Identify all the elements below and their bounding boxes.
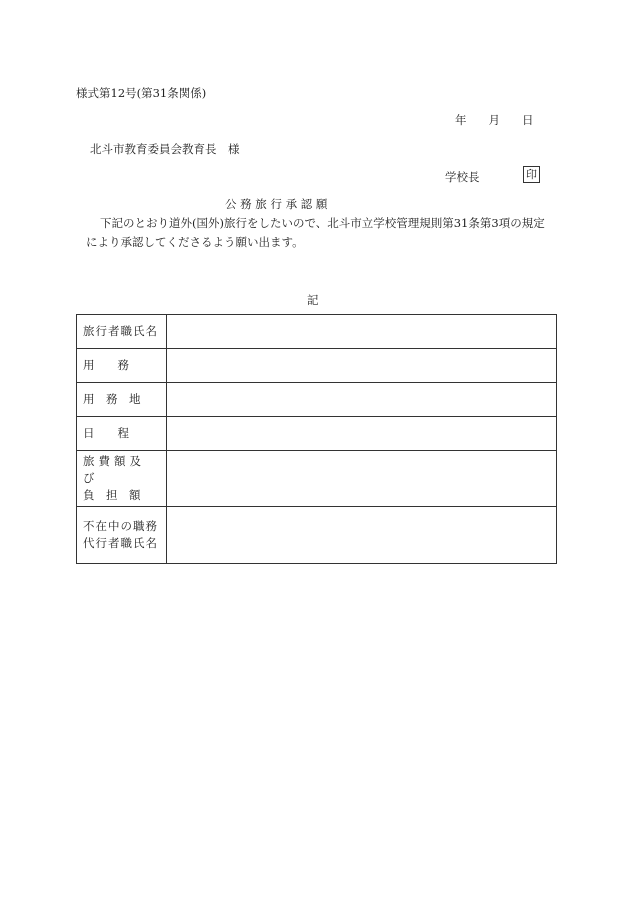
date-year-label: 年 xyxy=(455,113,467,127)
table-row xyxy=(77,383,557,417)
label-line: 用 務 地 xyxy=(83,392,141,406)
table-row xyxy=(77,507,557,564)
label-line: 負 担 額 xyxy=(83,488,141,502)
form-number: 様式第12号(第31条関係) xyxy=(76,86,207,100)
label-line: 代行者職氏名 xyxy=(83,536,158,550)
row-label-schedule xyxy=(77,417,167,451)
detail-table xyxy=(76,314,557,564)
row-label-business xyxy=(77,349,167,383)
table-row xyxy=(77,315,557,349)
table-row xyxy=(77,417,557,451)
row-value-acting-person[interactable] xyxy=(167,507,557,564)
body-text: 下記のとおり道外(国外)旅行をしたいので、北斗市立学校管理規則第31条第3項の規定により承認してくださるよう願い出ます。 xyxy=(86,216,545,249)
label-line: 不在中の職務 xyxy=(83,519,158,533)
row-value-schedule[interactable] xyxy=(167,417,557,451)
date-month-label: 月 xyxy=(488,113,500,127)
label-line: 旅行者職氏名 xyxy=(83,324,158,338)
row-label-acting-person xyxy=(77,507,167,564)
seal-box: 印 xyxy=(523,166,540,183)
date-line xyxy=(455,112,534,128)
table-row xyxy=(77,349,557,383)
row-value-destination[interactable] xyxy=(167,383,557,417)
label-line: 用 務 xyxy=(83,358,129,372)
row-value-travel-cost[interactable] xyxy=(167,451,557,507)
row-label-travel-cost xyxy=(77,451,167,507)
record-heading: 記 xyxy=(307,293,319,307)
applicant-title: 学校長 xyxy=(445,170,480,184)
row-value-traveler-name[interactable] xyxy=(167,315,557,349)
row-label-destination xyxy=(77,383,167,417)
date-day-label: 日 xyxy=(522,113,534,127)
table-row xyxy=(77,451,557,507)
label-line: 日 程 xyxy=(83,426,129,440)
row-value-business[interactable] xyxy=(167,349,557,383)
row-label-traveler-name xyxy=(77,315,167,349)
document-title: 公 務 旅 行 承 認 願 xyxy=(225,197,328,211)
addressee: 北斗市教育委員会教育長 様 xyxy=(90,142,240,156)
label-line: 旅費額及び xyxy=(83,454,145,485)
